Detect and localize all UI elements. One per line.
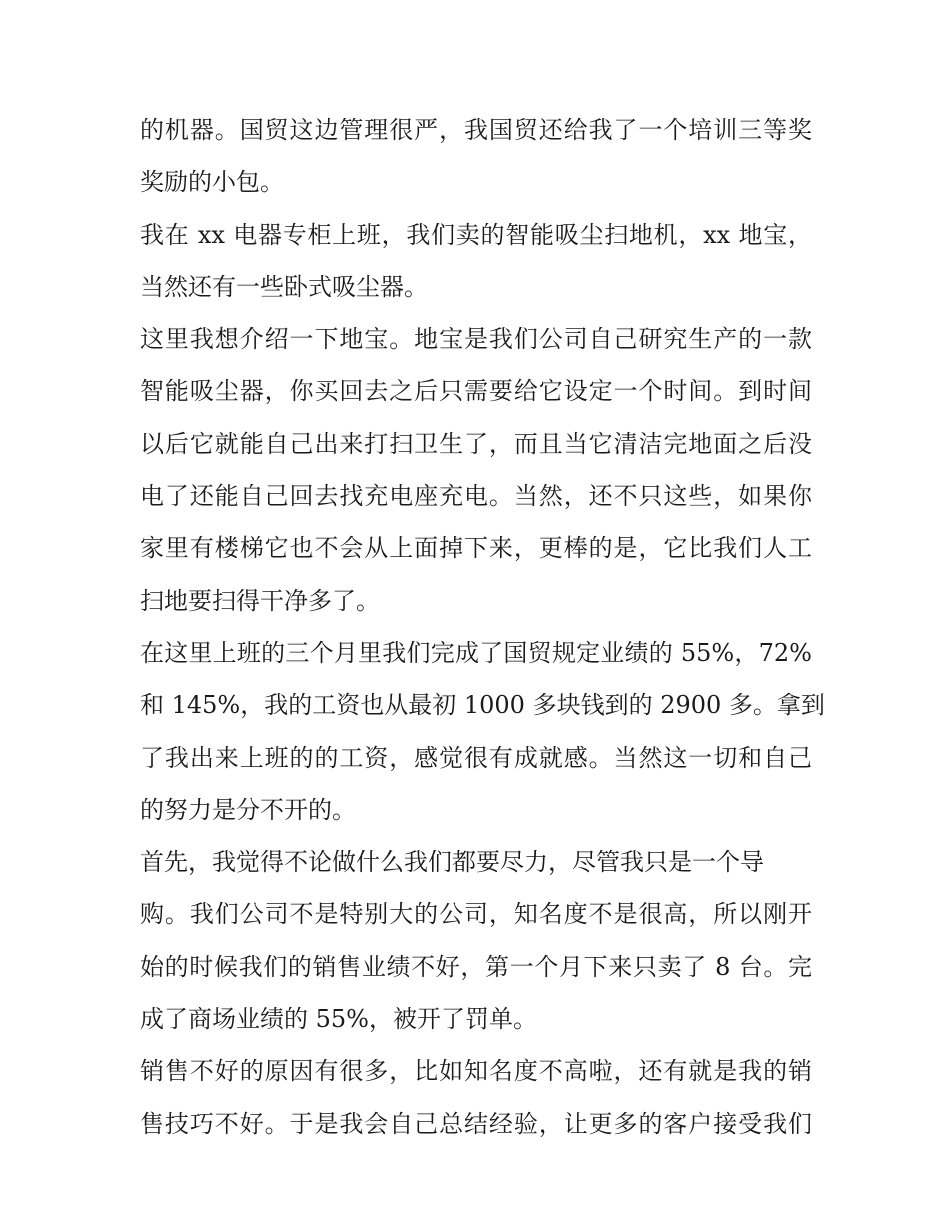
text-line: 售技巧不好。于是我会自己总结经验，让更多的客户接受我们 — [140, 1109, 812, 1138]
text-line: 销售不好的原因有很多，比如知名度不高啦，还有就是我的销 — [140, 1057, 812, 1086]
text-line: 当然还有一些卧式吸尘器。 — [140, 272, 428, 301]
text-line: 以后它就能自己出来打扫卫生了，而且当它清洁完地面之后没 — [140, 429, 812, 458]
text-line: 的机器。国贸这边管理很严，我国贸还给我了一个培训三等奖 — [140, 116, 812, 144]
text-line: 了我出来上班的的工资，感觉很有成就感。当然这一切和自己 — [140, 743, 812, 772]
text-line: 智能吸尘器，你买回去之后只需要给它设定一个时间。到时间 — [140, 377, 812, 406]
text-line: 购。我们公司不是特别大的公司，知名度不是很高，所以刚开 — [140, 900, 812, 929]
document-body — [140, 104, 825, 1150]
text-line: 成了商场业绩的 55%，被开了罚单。 — [140, 1005, 537, 1034]
text-line: 扫地要扫得干净多了。 — [140, 586, 380, 615]
text-line: 和 145%，我的工资也从最初 1000 多块钱到的 2900 多。拿到 — [140, 691, 825, 720]
text-line: 家里有楼梯它也不会从上面掉下来，更棒的是，它比我们人工 — [140, 534, 812, 563]
text-line: 电了还能自己回去找充电座充电。当然，还不只这些，如果你 — [140, 482, 812, 511]
text-line: 这里我想介绍一下地宝。地宝是我们公司自己研究生产的一款 — [140, 325, 812, 354]
text-line: 我在 xx 电器专柜上班，我们卖的智能吸尘扫地机，xx 地宝， — [140, 220, 812, 249]
text-line: 奖励的小包。 — [140, 168, 284, 197]
text-line: 首先，我觉得不论做什么我们都要尽力，尽管我只是一个导 — [140, 848, 764, 877]
text-line: 的努力是分不开的。 — [140, 795, 356, 824]
text-line: 在这里上班的三个月里我们完成了国贸规定业绩的 55%，72% — [140, 638, 812, 667]
text-line: 始的时候我们的销售业绩不好，第一个月下来只卖了 8 台。完 — [140, 952, 812, 981]
